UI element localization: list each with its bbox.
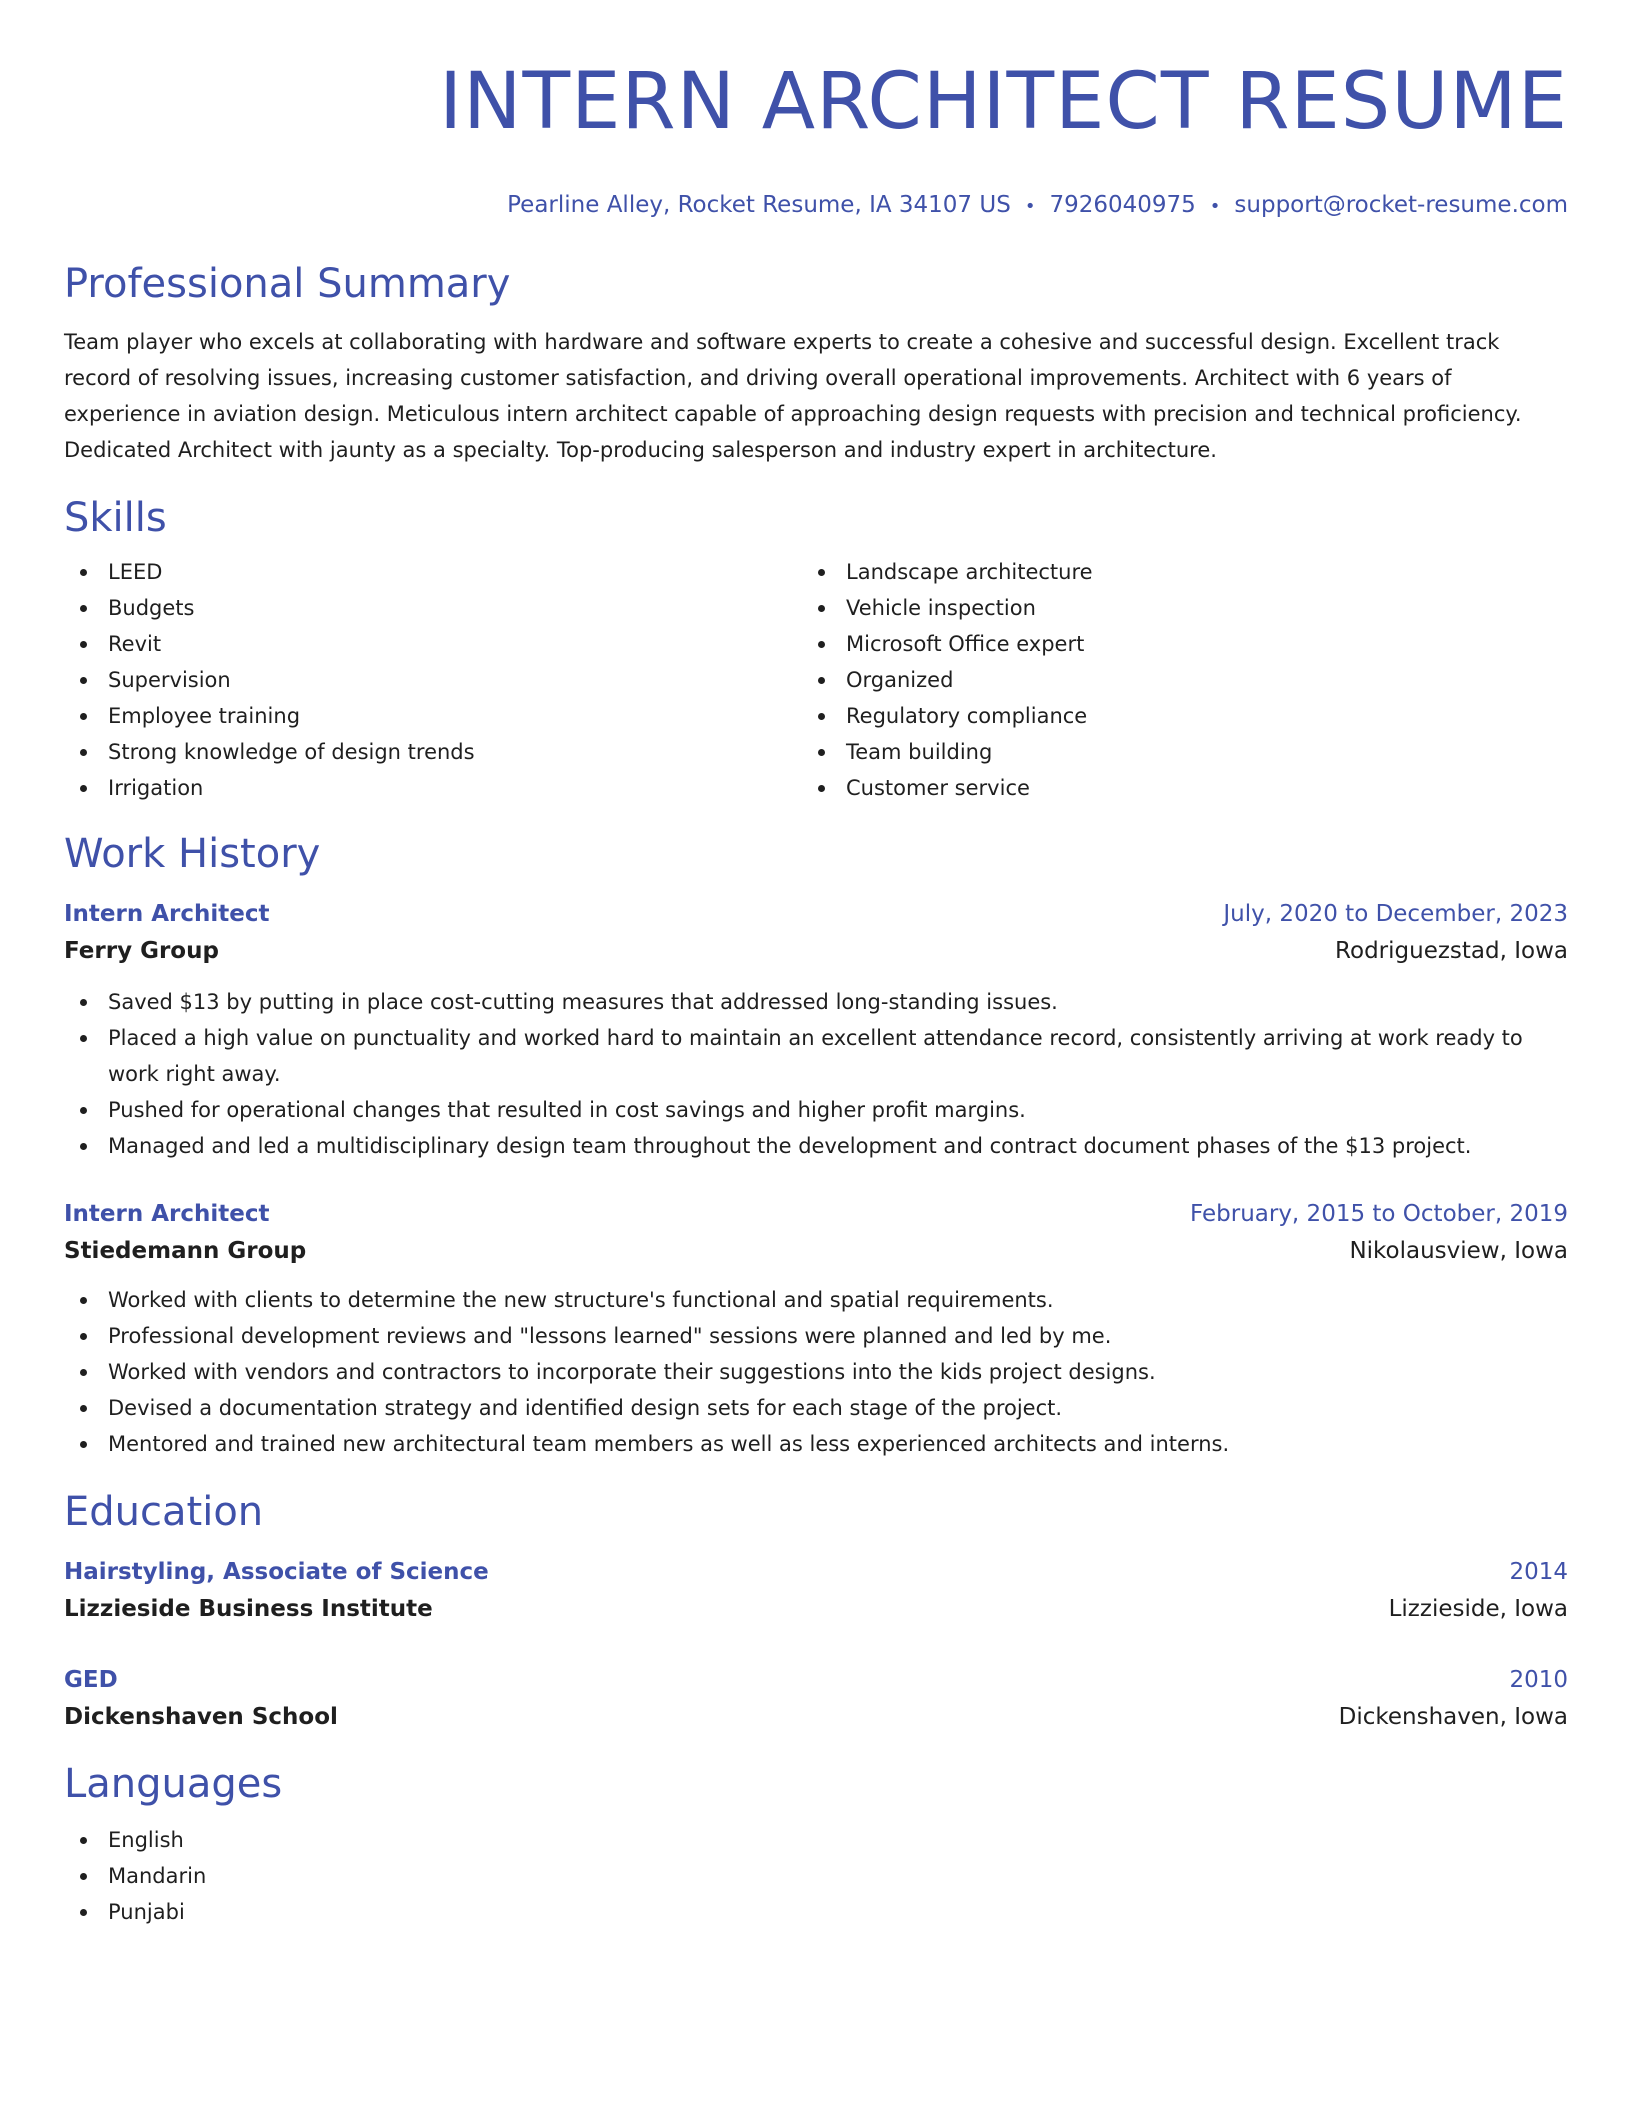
skill-item: Employee training — [64, 698, 802, 734]
job-title-row — [64, 896, 1568, 932]
education-location: Lizzieside, Iowa — [1388, 1596, 1568, 1622]
education-school: Lizzieside Business Institute — [64, 1596, 433, 1622]
languages-section — [64, 1758, 1568, 1930]
job-bullet: Saved $13 by putting in place cost-cutting measures that addressed long-standing issues. — [64, 984, 1568, 1020]
job-bullet: Mentored and trained new architectural team members as well as less experienced architects and interns. — [64, 1426, 1568, 1462]
education-school-row — [64, 1590, 1568, 1628]
job-location: Nikolausview, Iowa — [1349, 1238, 1568, 1264]
skill-item: Organized — [802, 662, 1540, 698]
education-entry — [64, 1554, 1568, 1628]
skill-item: Regulatory compliance — [802, 698, 1540, 734]
summary-text: Team player who excels at collaborating with hardware and software experts to create a cohesive and successful design. Excellent track record of resolving issues, increasing customer satisfaction, and driving overall operational improvements. Architect with 6 years of experience in aviation design. Meticulous intern architect capable of approaching design requests with precision and technical proficiency. Dedicated Architect with jaunty as a specialty. Top-producing salesperson and industry expert in architecture. — [64, 330, 1522, 462]
skill-item: Budgets — [64, 590, 802, 626]
education-degree: Hairstyling, Associate of Science — [64, 1559, 489, 1585]
skill-item: Strong knowledge of design trends — [64, 734, 802, 770]
language-item: Mandarin — [64, 1858, 1568, 1894]
job-company-row — [64, 932, 1568, 970]
job-bullet: Devised a documentation strategy and identified design sets for each stage of the project. — [64, 1390, 1568, 1426]
education-year: 2010 — [1509, 1667, 1568, 1693]
language-item: Punjabi — [64, 1894, 1568, 1930]
job-company: Ferry Group — [64, 938, 219, 964]
work-heading: Work History — [64, 831, 321, 877]
job-company-row — [64, 1232, 1568, 1270]
skills-grid — [64, 554, 1568, 806]
page-title: INTERN ARCHITECT RESUME — [439, 57, 1568, 147]
education-school: Dickenshaven School — [64, 1704, 338, 1730]
languages-heading: Languages — [64, 1761, 283, 1807]
contact-address: Pearline Alley, Rocket Resume, IA 34107 US — [507, 192, 1011, 218]
job-company: Stiedemann Group — [64, 1238, 307, 1264]
education-school-row — [64, 1698, 1568, 1736]
contact-line — [64, 190, 1568, 222]
skills-section — [64, 492, 1568, 806]
work-section — [64, 828, 1568, 1462]
job-entry — [64, 1196, 1568, 1462]
skills-list-right — [802, 554, 1540, 806]
education-section — [64, 1486, 1568, 1736]
education-location: Dickenshaven, Iowa — [1338, 1704, 1568, 1730]
skill-item: Team building — [802, 734, 1540, 770]
job-dates: February, 2015 to October, 2019 — [1190, 1201, 1568, 1227]
education-degree-row — [64, 1554, 1568, 1590]
language-item: English — [64, 1822, 1568, 1858]
job-location: Rodriguezstad, Iowa — [1335, 938, 1568, 964]
education-degree-row — [64, 1662, 1568, 1698]
job-bullets — [64, 984, 1568, 1164]
contact-phone[interactable]: 7926040975 — [1049, 192, 1196, 218]
education-year: 2014 — [1509, 1559, 1568, 1585]
job-title-row — [64, 1196, 1568, 1232]
skill-item: Vehicle inspection — [802, 590, 1540, 626]
job-entry — [64, 896, 1568, 1164]
job-bullet: Pushed for operational changes that resulted in cost savings and higher profit margins. — [64, 1092, 1568, 1128]
contact-separator: • — [1209, 196, 1221, 217]
job-bullet: Worked with vendors and contractors to incorporate their suggestions into the kids project designs. — [64, 1354, 1568, 1390]
skill-item: Irrigation — [64, 770, 802, 806]
job-title: Intern Architect — [64, 1201, 270, 1227]
education-degree: GED — [64, 1667, 118, 1693]
education-entry — [64, 1662, 1568, 1736]
skills-list-left — [64, 554, 802, 806]
summary-section — [64, 258, 1568, 468]
languages-list — [64, 1822, 1568, 1930]
skill-item: Customer service — [802, 770, 1540, 806]
contact-separator: • — [1024, 196, 1036, 217]
skill-item: Supervision — [64, 662, 802, 698]
job-bullet: Worked with clients to determine the new structure's functional and spatial requirements. — [64, 1282, 1568, 1318]
contact-email[interactable]: support@rocket-resume.com — [1234, 192, 1568, 218]
job-bullets — [64, 1282, 1568, 1462]
skill-item: Revit — [64, 626, 802, 662]
job-dates: July, 2020 to December, 2023 — [1223, 901, 1568, 927]
job-bullet: Placed a high value on punctuality and worked hard to maintain an excellent attendance record, consistently arriving at work ready to work right away. — [64, 1020, 1568, 1092]
skills-heading: Skills — [64, 495, 167, 541]
job-title: Intern Architect — [64, 901, 270, 927]
education-heading: Education — [64, 1489, 264, 1535]
skill-item: Landscape architecture — [802, 554, 1540, 590]
skill-item: Microsoft Office expert — [802, 626, 1540, 662]
job-bullet: Professional development reviews and "lessons learned" sessions were planned and led by me. — [64, 1318, 1568, 1354]
summary-heading: Professional Summary — [64, 261, 511, 307]
job-bullet: Managed and led a multidisciplinary design team throughout the development and contract document phases of the $13 project. — [64, 1128, 1568, 1164]
skill-item: LEED — [64, 554, 802, 590]
